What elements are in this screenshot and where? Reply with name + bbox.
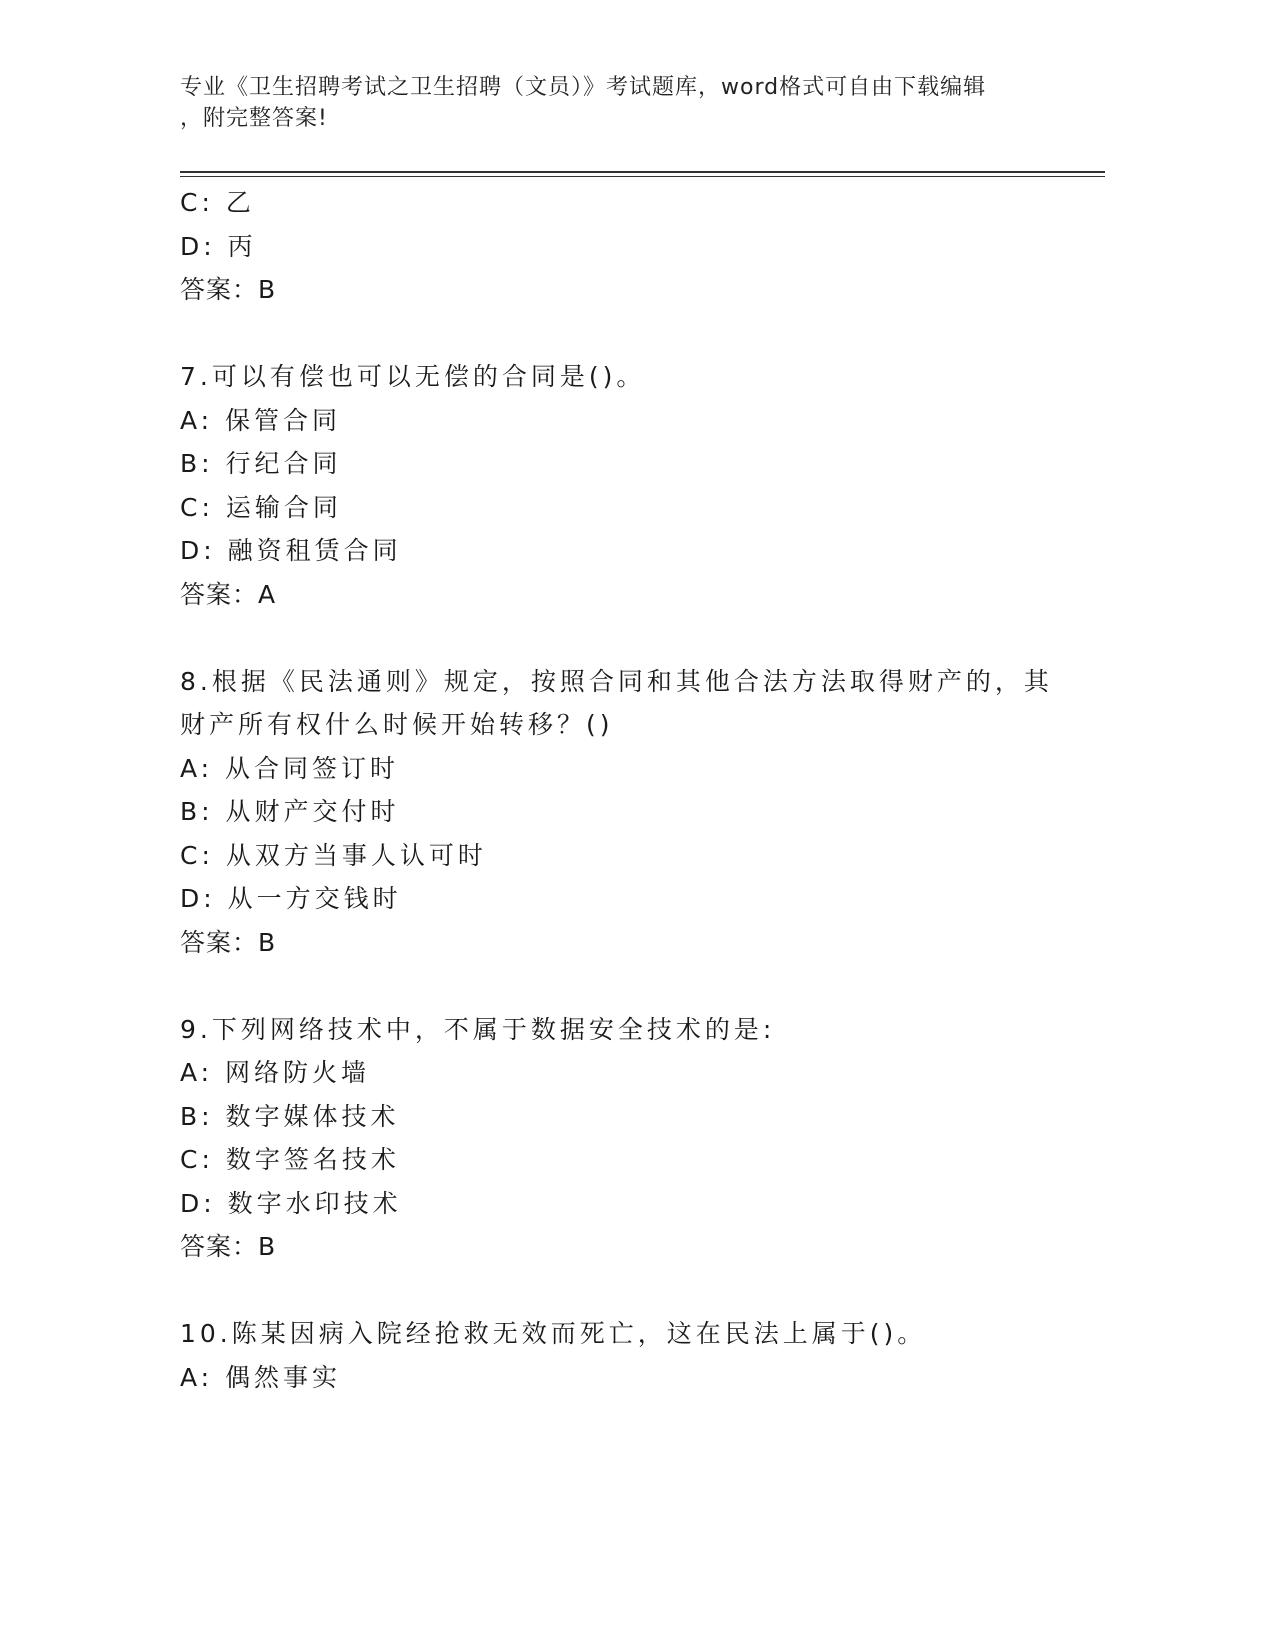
question-9-option-b: B: 数字媒体技术 [180,1101,400,1131]
option-c: C: 乙 [180,188,255,217]
question-9-text: 9.下列网络技术中，不属于数据安全技术的是: [180,1014,776,1044]
question-7-option-b: B: 行纪合同 [180,449,342,478]
answer-line: 答案：B [180,275,277,304]
question-8-option-c: C: 从双方当事人认可时 [180,840,487,870]
header-line-2: ，附完整答案! [180,106,328,131]
header-divider-thick [180,171,1105,173]
question-8-answer: 答案：B [180,927,277,957]
question-8-option-a: A: 从合同签订时 [180,753,400,783]
question-8-option-b: B: 从财产交付时 [180,797,400,826]
question-9-option-c: C: 数字签名技术 [180,1145,400,1174]
question-7-option-d: D: 融资租赁合同 [180,536,402,565]
header-divider-thin [180,176,1105,177]
question-10-option-a: A: 偶然事实 [180,1362,342,1392]
question-list [180,186,1080,1404]
question-8-text-line-2: 财产所有权什么时候开始转移？() [180,710,614,739]
question-8-option-d: D: 从一方交钱时 [180,884,402,913]
question-10-text: 10.陈某因病入院经抢救无效而死亡，这在民法上属于()。 [180,1319,927,1348]
question-9-answer: 答案：B [180,1232,277,1261]
header-line-1: 专业《卫生招聘考试之卫生招聘（文员）》考试题库，word格式可自由下载编辑 [180,75,987,100]
question-7-answer: 答案：A [180,579,277,609]
question-9-option-d: D: 数字水印技术 [180,1188,402,1218]
question-9-option-a: A: 网络防火墙 [180,1058,371,1087]
page-header [180,72,1060,134]
question-8-text-line-1: 8.根据《民法通则》规定，按照合同和其他合法方法取得财产的，其 [180,666,1053,696]
option-d: D: 丙 [180,231,257,261]
question-7-option-c: C: 运输合同 [180,492,342,522]
question-7-text: 7.可以有偿也可以无偿的合同是()。 [180,362,646,391]
question-7-option-a: A: 保管合同 [180,405,342,435]
